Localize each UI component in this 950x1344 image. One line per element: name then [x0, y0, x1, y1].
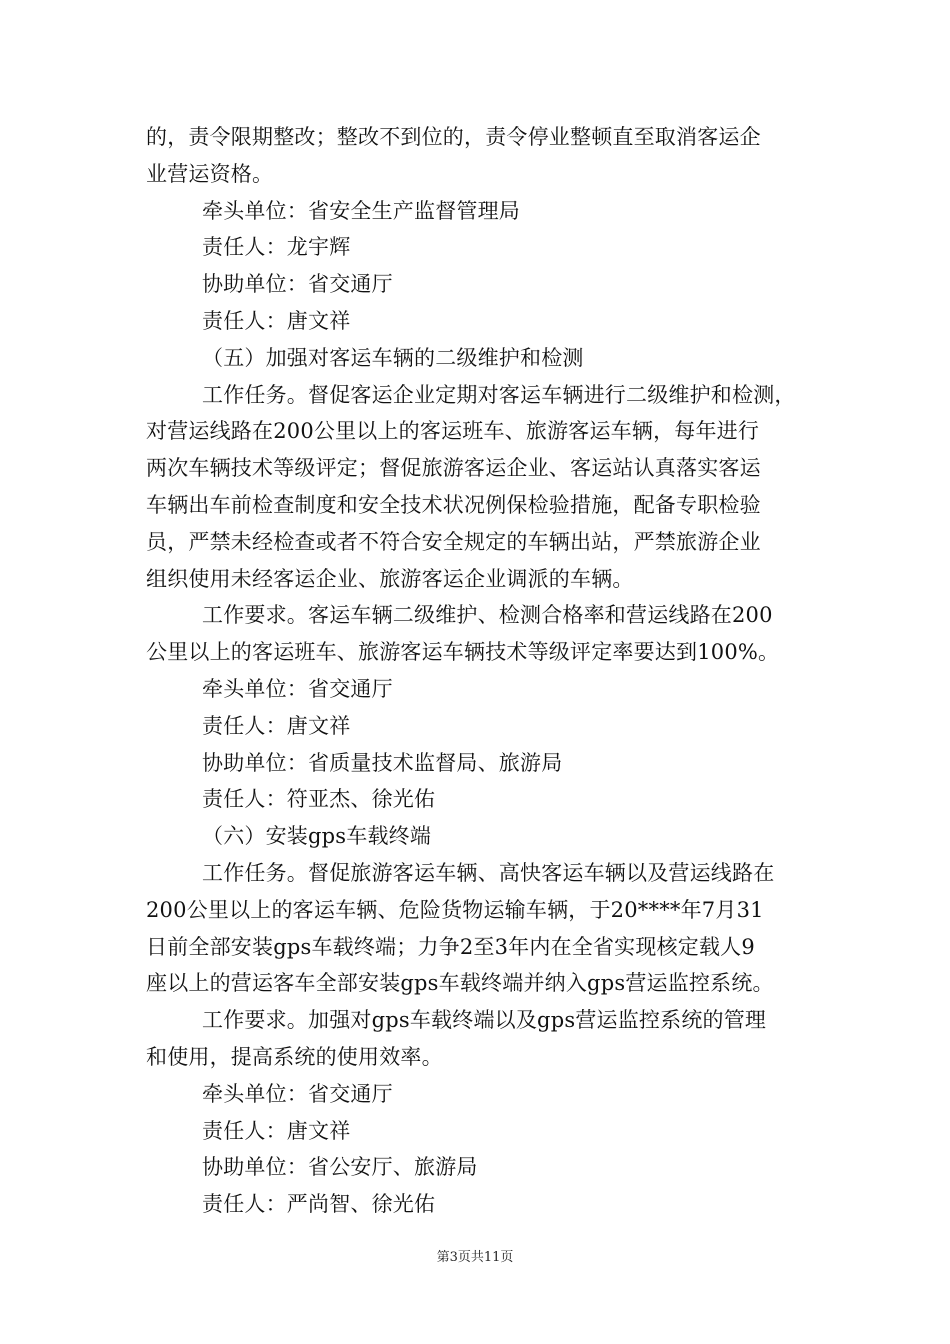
text-line: 工作要求。加强对gps车载终端以及gps营运监控系统的管理 — [202, 1008, 767, 1033]
page-number-label: 第3页共11页 — [436, 1250, 514, 1265]
text-line: 200公里以上的客运车辆、危险货物运输车辆，于20****年7月31 — [146, 897, 764, 922]
text-line: 牵头单位：省交通厅 — [202, 676, 393, 701]
text-line: 对营运线路在200公里以上的客运班车、旅游客运车辆，每年进行 — [146, 419, 760, 444]
text-line: 工作任务。督促客运企业定期对客运车辆进行二级维护和检测， — [202, 382, 796, 407]
text-line: 员，严禁未经检查或者不符合安全规定的车辆出站，严禁旅游企业 — [146, 529, 761, 554]
section-heading: （五）加强对客运车辆的二级维护和检测 — [202, 345, 584, 370]
text-line: 组织使用未经客运企业、旅游客运企业调派的车辆。 — [146, 566, 634, 591]
page-footer — [0, 1246, 950, 1265]
text-line: 日前全部安装gps车载终端；力争2至3年内在全省实现核定载人9 — [146, 934, 755, 959]
text-line: 牵头单位：省安全生产监督管理局 — [202, 198, 520, 223]
section-heading: （六）安装gps车载终端 — [202, 824, 432, 849]
text-line: 两次车辆技术等级评定；督促旅游客运企业、客运站认真落实客运 — [146, 456, 761, 481]
text-line: 的，责令限期整改；整改不到位的，责令停业整顿直至取消客运企 — [146, 125, 761, 149]
text-line: 协助单位：省交通厅 — [202, 272, 393, 297]
text-line: 牵头单位：省交通厅 — [202, 1081, 393, 1106]
text-line: 协助单位：省质量技术监督局、旅游局 — [202, 750, 563, 775]
text-line: 公里以上的客运班车、旅游客运车辆技术等级评定率要达到100%。 — [146, 640, 780, 665]
document-body — [146, 119, 808, 1223]
text-line: 和使用，提高系统的使用效率。 — [146, 1044, 443, 1069]
text-line: 责任人：唐文祥 — [202, 1118, 351, 1143]
text-line: 车辆出车前检查制度和安全技术状况例保检验措施，配备专职检验 — [146, 492, 761, 517]
text-line: 座以上的营运客车全部安装gps车载终端并纳入gps营运监控系统。 — [146, 971, 774, 996]
text-line: 责任人：严尚智、徐光佑 — [202, 1192, 436, 1217]
text-line: 业营运资格。 — [146, 161, 274, 186]
text-line: 工作要求。客运车辆二级维护、检测合格率和营运线路在200 — [202, 603, 773, 628]
text-line: 责任人：唐文祥 — [202, 713, 351, 738]
text-line: 责任人：唐文祥 — [202, 308, 351, 333]
text-line: 责任人：符亚杰、徐光佑 — [202, 787, 436, 812]
text-line: 工作任务。督促旅游客运车辆、高快客运车辆以及营运线路在 — [202, 860, 775, 885]
text-line: 责任人：龙宇辉 — [202, 235, 351, 260]
text-line: 协助单位：省公安厅、旅游局 — [202, 1155, 478, 1180]
